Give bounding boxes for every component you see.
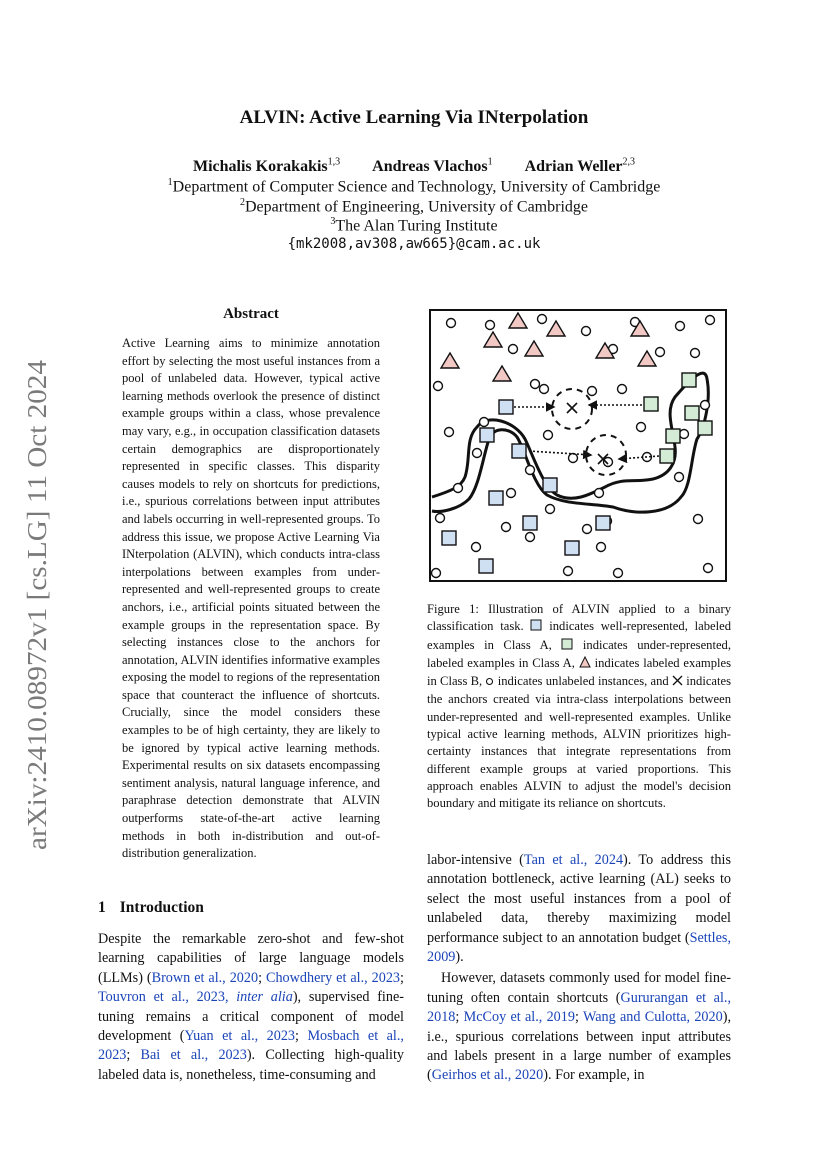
citation-link[interactable]: Gururangan et al., 2018	[427, 989, 731, 1026]
unlabeled-instance	[538, 315, 547, 324]
class-a-well-represented	[479, 559, 493, 573]
unlabeled-instance	[509, 345, 518, 354]
unlabeled-instance	[583, 525, 592, 534]
unlabeled-instance	[588, 387, 597, 396]
citation-link[interactable]: Wang and Culotta, 2020	[582, 1009, 723, 1026]
citation-link[interactable]: Chowdhery et al., 2023	[265, 969, 401, 986]
class-a-well-represented	[499, 400, 513, 414]
unlabeled-instance	[434, 382, 443, 391]
class-a-well-represented	[543, 478, 557, 492]
unlabeled-instance	[569, 454, 578, 463]
author-emails: {mk2008,av308,aw665}@cam.ac.uk	[287, 236, 541, 252]
affiliation: $^3$The Alan Turing Institute	[330, 216, 498, 235]
citation-link[interactable]: Yuan et al., 2023	[184, 1028, 296, 1045]
class-a-under-represented	[644, 397, 658, 411]
unlabeled-instance	[472, 543, 481, 552]
author: Andreas Vlachos$^1$	[372, 157, 493, 176]
figure-caption: Figure 1: Illustration of ALVIN applied to a binary classification task. indicates well-represented, labeled examples in Class A, indicates under-represented, labeled examples in Class A, indicates labeled examples in Class B, indicates unlabeled instances, and indicates the anchors created via intra-class interpolations between under-represented and well-represented examples. Unlike typical active learning methods, ALVIN prioritizes high-certainty instances that integrate representations from different example groups at varied proportions. This approach enables ALVIN to adjust the model's decision boundary and mitigate its reliance on shortcuts.	[427, 602, 731, 811]
citation-link[interactable]: Bai et al., 2023	[140, 1047, 247, 1064]
intro-continued	[427, 851, 731, 1086]
class-a-well-represented-icon	[530, 619, 542, 636]
section-number: 1	[98, 899, 106, 916]
unlabeled-instance	[486, 321, 495, 330]
citation-link[interactable]: McCoy et al., 2019	[463, 1009, 575, 1026]
unlabeled-instance	[706, 316, 715, 325]
unlabeled-instance	[637, 423, 646, 432]
author-list	[0, 157, 828, 176]
class-a-well-represented	[489, 491, 503, 505]
citation-link[interactable]: Geirhos et al., 2020	[431, 1067, 544, 1084]
unlabeled-instance	[694, 515, 703, 524]
unlabeled-instance	[704, 564, 713, 573]
unlabeled-instance	[656, 348, 665, 357]
class-a-under-represented	[666, 429, 680, 443]
unlabeled-instance	[473, 449, 482, 458]
unlabeled-instance	[432, 569, 441, 578]
unlabeled-instance	[502, 523, 511, 532]
paragraph: However, datasets commonly used for model fine-tuning often contain shortcuts (Gururangan et al., 2018; McCoy et al., 2019; Wang and Culotta, 2020), i.e., spurious correlations between input attributes and labels present in a large number of examples (Geirhos et al., 2020). For example, in	[427, 970, 731, 1084]
unlabeled-instance	[454, 484, 463, 493]
affiliation: $^2$Department of Engineering, University of Cambridge	[239, 197, 588, 216]
unlabeled-instance	[564, 567, 573, 576]
author: Michalis Korakakis$^{1,3}$	[192, 157, 341, 176]
anchor-cross-icon	[672, 674, 683, 691]
affiliation: $^1$Department of Computer Science and Technology, University of Cambridge	[167, 177, 661, 196]
unlabeled-instance	[691, 349, 700, 358]
unlabeled-instance	[526, 466, 535, 475]
unlabeled-instance	[597, 543, 606, 552]
unlabeled-instance	[544, 431, 553, 440]
unlabeled-instance	[540, 385, 549, 394]
citation-link[interactable]: Settles, 2009	[427, 929, 731, 966]
class-b-triangle-icon	[579, 656, 591, 673]
paper-title: ALVIN: Active Learning Via INterpolation	[239, 107, 589, 128]
intro-paragraph: Despite the remarkable zero-shot and few-shot learning capabilities of large language models (LLMs) (Brown et al., 2020; Chowdhery et al., 2023; Touvron et al., 2023, inter alia), supervised fine-tuning remains a critical component of model development (Yuan et al., 2023; Mosbach et al., 2023; Bai et al., 2023). Collecting high-quality labeled data is, nonetheless, time-consuming and	[98, 931, 404, 1083]
unlabeled-instance	[447, 319, 456, 328]
unlabeled-instance	[480, 418, 489, 427]
citation-link[interactable]: Touvron et al., 2023, inter alia	[98, 989, 293, 1006]
section-title: Introduction	[119, 899, 204, 916]
unlabeled-instance	[445, 428, 454, 437]
arxiv-stamp-text: arXiv:2410.08972v1 [cs.LG] 11 Oct 2024	[22, 396, 52, 850]
unlabeled-instance	[614, 569, 623, 578]
arxiv-stamp	[16, 360, 56, 860]
unlabeled-instance	[531, 380, 540, 389]
citation-link[interactable]: Tan et al., 2024	[523, 852, 624, 868]
class-a-well-represented	[565, 541, 579, 555]
class-a-under-represented	[682, 373, 696, 387]
unlabeled-instance	[507, 489, 516, 498]
unlabeled-instance	[582, 327, 591, 336]
unlabeled-instance	[680, 430, 689, 439]
paragraph: labor-intensive (Tan et al., 2024). To address this annotation bottleneck, active learning (AL) seeks to select the most useful instances from a pool of unlabeled data, thereby maximizing model performance subject to an annotation budget (Settles, 2009).	[427, 852, 731, 966]
section-heading	[98, 899, 204, 917]
class-a-under-represented	[685, 406, 699, 420]
unlabeled-instance	[604, 458, 613, 467]
unlabeled-instance	[618, 385, 627, 394]
unlabeled-instance	[436, 514, 445, 523]
class-a-well-represented	[512, 444, 526, 458]
author: Adrian Weller$^{2,3}$	[524, 157, 636, 176]
class-a-well-represented	[596, 516, 610, 530]
class-a-under-represented	[698, 421, 712, 435]
class-a-under-represented-icon	[561, 638, 573, 655]
unlabeled-instance	[546, 505, 555, 514]
class-a-under-represented	[660, 449, 674, 463]
class-a-well-represented	[523, 516, 537, 530]
unlabeled-instance	[676, 322, 685, 331]
unlabeled-instance	[595, 489, 604, 498]
unlabeled-instance	[526, 533, 535, 542]
abstract-text: Active Learning aims to minimize annotation effort by selecting the most useful instances from a pool of unlabeled data. However, typical active learning methods overlook the presence of distinct example groups within a class, whose prevalence may vary, e.g., in occupation classification datasets certain demographics are disproportionately represented in specific classes. This disparity causes models to rely on shortcuts for predictions, i.e., spurious correlations between input attributes and labels occurring in well-represented groups. To address this issue, we propose Active Learning Via INterpolation (ALVIN), which conducts intra-class interpolations between examples from under-represented and well-represented groups to create anchors, i.e., artificial points situated between the example groups in the representation space. By selecting instances close to the anchors for annotation, ALVIN identifies informative examples exposing the model to regions of the representation space that counteract the influence of shortcuts. Crucially, since the model considers these examples to be of high certainty, they are likely to be ignored by typical active learning methods. Experimental results on six datasets encompassing sentiment analysis, natural language inference, and paraphrase detection demonstrate that ALVIN outperforms state-of-the-art active learning methods in both in-distribution and out-of-distribution generalization.	[122, 336, 380, 861]
class-a-well-represented	[480, 428, 494, 442]
unlabeled-instance	[701, 401, 710, 410]
unlabeled-instance	[675, 473, 684, 482]
citation-link[interactable]: Brown et al., 2020	[151, 969, 259, 986]
abstract-heading: Abstract	[223, 306, 279, 322]
class-a-well-represented	[442, 531, 456, 545]
citation-link[interactable]: Mosbach et al., 2023	[98, 1028, 404, 1064]
figure-1-illustration	[429, 309, 727, 582]
